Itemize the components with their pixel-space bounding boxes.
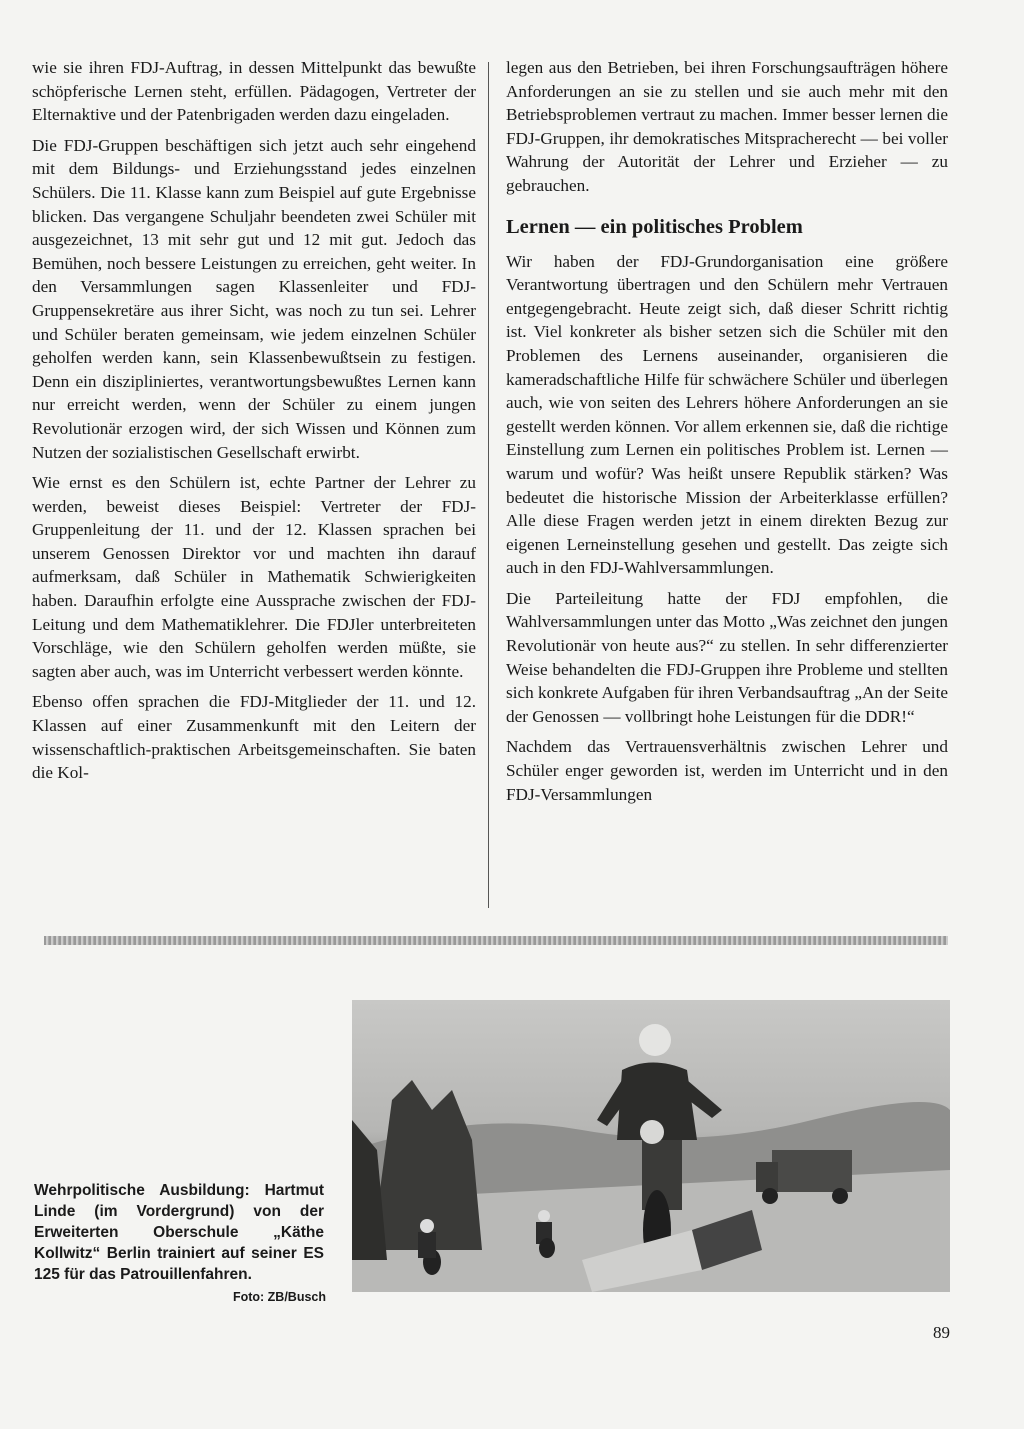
left-paragraph-3: Wie ernst es den Schülern ist, echte Partner der Lehrer zu werden, beweist dieses Beispiel: Vertreter der FDJ-Gruppenleitung der 11. und der 12. Klassen sprachen bei unserem Genossen Direktor vor und machten ihn darauf aufmerksam, daß Schüler in Mathematik Schwierigkeiten haben. Daraufhin erfolgte eine Aussprache zwischen der FDJ-Leitung und dem Mathematiklehrer. Die FDJler unterbreiteten Vorschläge, wie den Schülern geholfen werden müßte, sie sagten aber auch, was im Unterricht verbessert werden könnte. [32,473,476,681]
decorative-rule [44,936,948,945]
column-divider [488,62,489,908]
right-paragraph-1: Wir haben der FDJ-Grundorganisation eine größere Verantwortung übertragen und den Schülern mehr Vertrauen entgegengebracht. Heute zeigt sich, daß dieser Schritt richtig ist. Viel konkreter als bisher setzen sich die Schüler mit den Problemen des Lernens auseinander, organisieren die kameradschaftliche Hilfe für schwächere Schüler und überlegen auch, wie von seiten des Lehrers höhere Anforderungen an sie gestellt werden können. Vor allem erkennen sie, daß die richtige Einstellung zum Lernen ein politisches Problem ist. Lernen — warum und wofür? Was heißt unsere Republik stärken? Was bedeutet die historische Mission der Arbeiterklasse erfüllen? Alle diese Fragen werden jetzt in einem direkten Bezug zur eigenen Lerneinstellung gesehen und gestellt. Das zeigte sich auch in den FDJ-Wahlversammlungen. [506,251,948,578]
page-number: 89 [933,1323,950,1342]
right-paragraph-3: Nachdem das Vertrauensverhältnis zwischen Lehrer und Schüler enger geworden ist, werden im Unterricht und in den FDJ-Versammlungen [506,737,948,804]
left-paragraph-2: Die FDJ-Gruppen beschäftigen sich jetzt auch sehr eingehend mit dem Bildungs- und Erziehungsstand jedes einzelnen Schülers. Die 11. Klasse kann zum Beispiel auf gute Ergebnisse blicken. Das vergangene Schuljahr beendeten zwei Schüler mit ausgezeichnet, 13 mit sehr gut und 12 mit gut. Jedoch das Bemühen, noch bessere Leistungen zu erreichen, geht weiter. In den Versammlungen sagen Klassenleiter und FDJ-Gruppensekretäre aus ihrer Sicht, was noch zu tun sei. Lehrer und Schüler beraten gemeinsam, wie jedem einzelnen Schüler geholfen werden kann, sein Klassenbewußtsein zu festigen. Denn ein diszipliniertes, verantwortungsbewußtes Lernen kann nur erreicht werden, wenn der Schüler zu einem jungen Revolutionär erzogen wird, der sich Wissen und Können zum Nutzen der sozialistischen Gesellschaft erwirbt. [32,135,476,462]
photo-caption: Wehrpolitische Ausbildung: Hartmut Linde (im Vordergrund) von der Erweiterten Oberschule „Käthe Kollwitz“ Berlin trainiert auf seiner ES 125 für das Patrouillenfahren. [34,1182,324,1283]
section-heading: Lernen — ein politisches Problem [506,215,803,238]
right-column [506,56,948,813]
left-paragraph-1: wie sie ihren FDJ-Auftrag, in dessen Mittelpunkt das bewußte schöpferische Lernen steht, erfüllen. Pädagogen, Vertreter der Elternaktive und der Patenbrigaden werden dazu eingeladen. [32,58,476,125]
right-intro-paragraph: legen aus den Betrieben, bei ihren Forschungsaufträgen höhere Anforderungen an sie zu stellen und sie auch mehr mit den Betriebsproblemen vertraut zu machen. Immer besser lernen die FDJ-Gruppen, ihr demokratisches Mitspracherecht — bei voller Wahrung der Autorität der Lehrer und Erzieher — zu gebrauchen. [506,58,948,195]
photo-illustration [352,1000,950,1292]
left-column [32,56,476,792]
motorcycle-training-photo [352,1000,950,1292]
right-paragraph-2: Die Parteileitung hatte der FDJ empfohlen, die Wahlversammlungen unter das Motto „Was zeichnet den jungen Revolutionär von heute aus?“ zu stellen. In sehr differenzierter Weise behandelten die FDJ-Gruppen ihre Probleme und stellten sich konkrete Aufgaben für ihren Verbandsauftrag „An der Seite der Genossen — vollbringt hohe Leistungen für die DDR!“ [506,588,948,726]
photo-credit: Foto: ZB/Busch [232,1290,326,1304]
left-paragraph-4: Ebenso offen sprachen die FDJ-Mitglieder der 11. und 12. Klassen auf einer Zusammenkunft mit den Leitern der wissenschaftlich-praktischen Arbeitsgemeinschaften. Sie baten die Kol- [32,692,476,783]
